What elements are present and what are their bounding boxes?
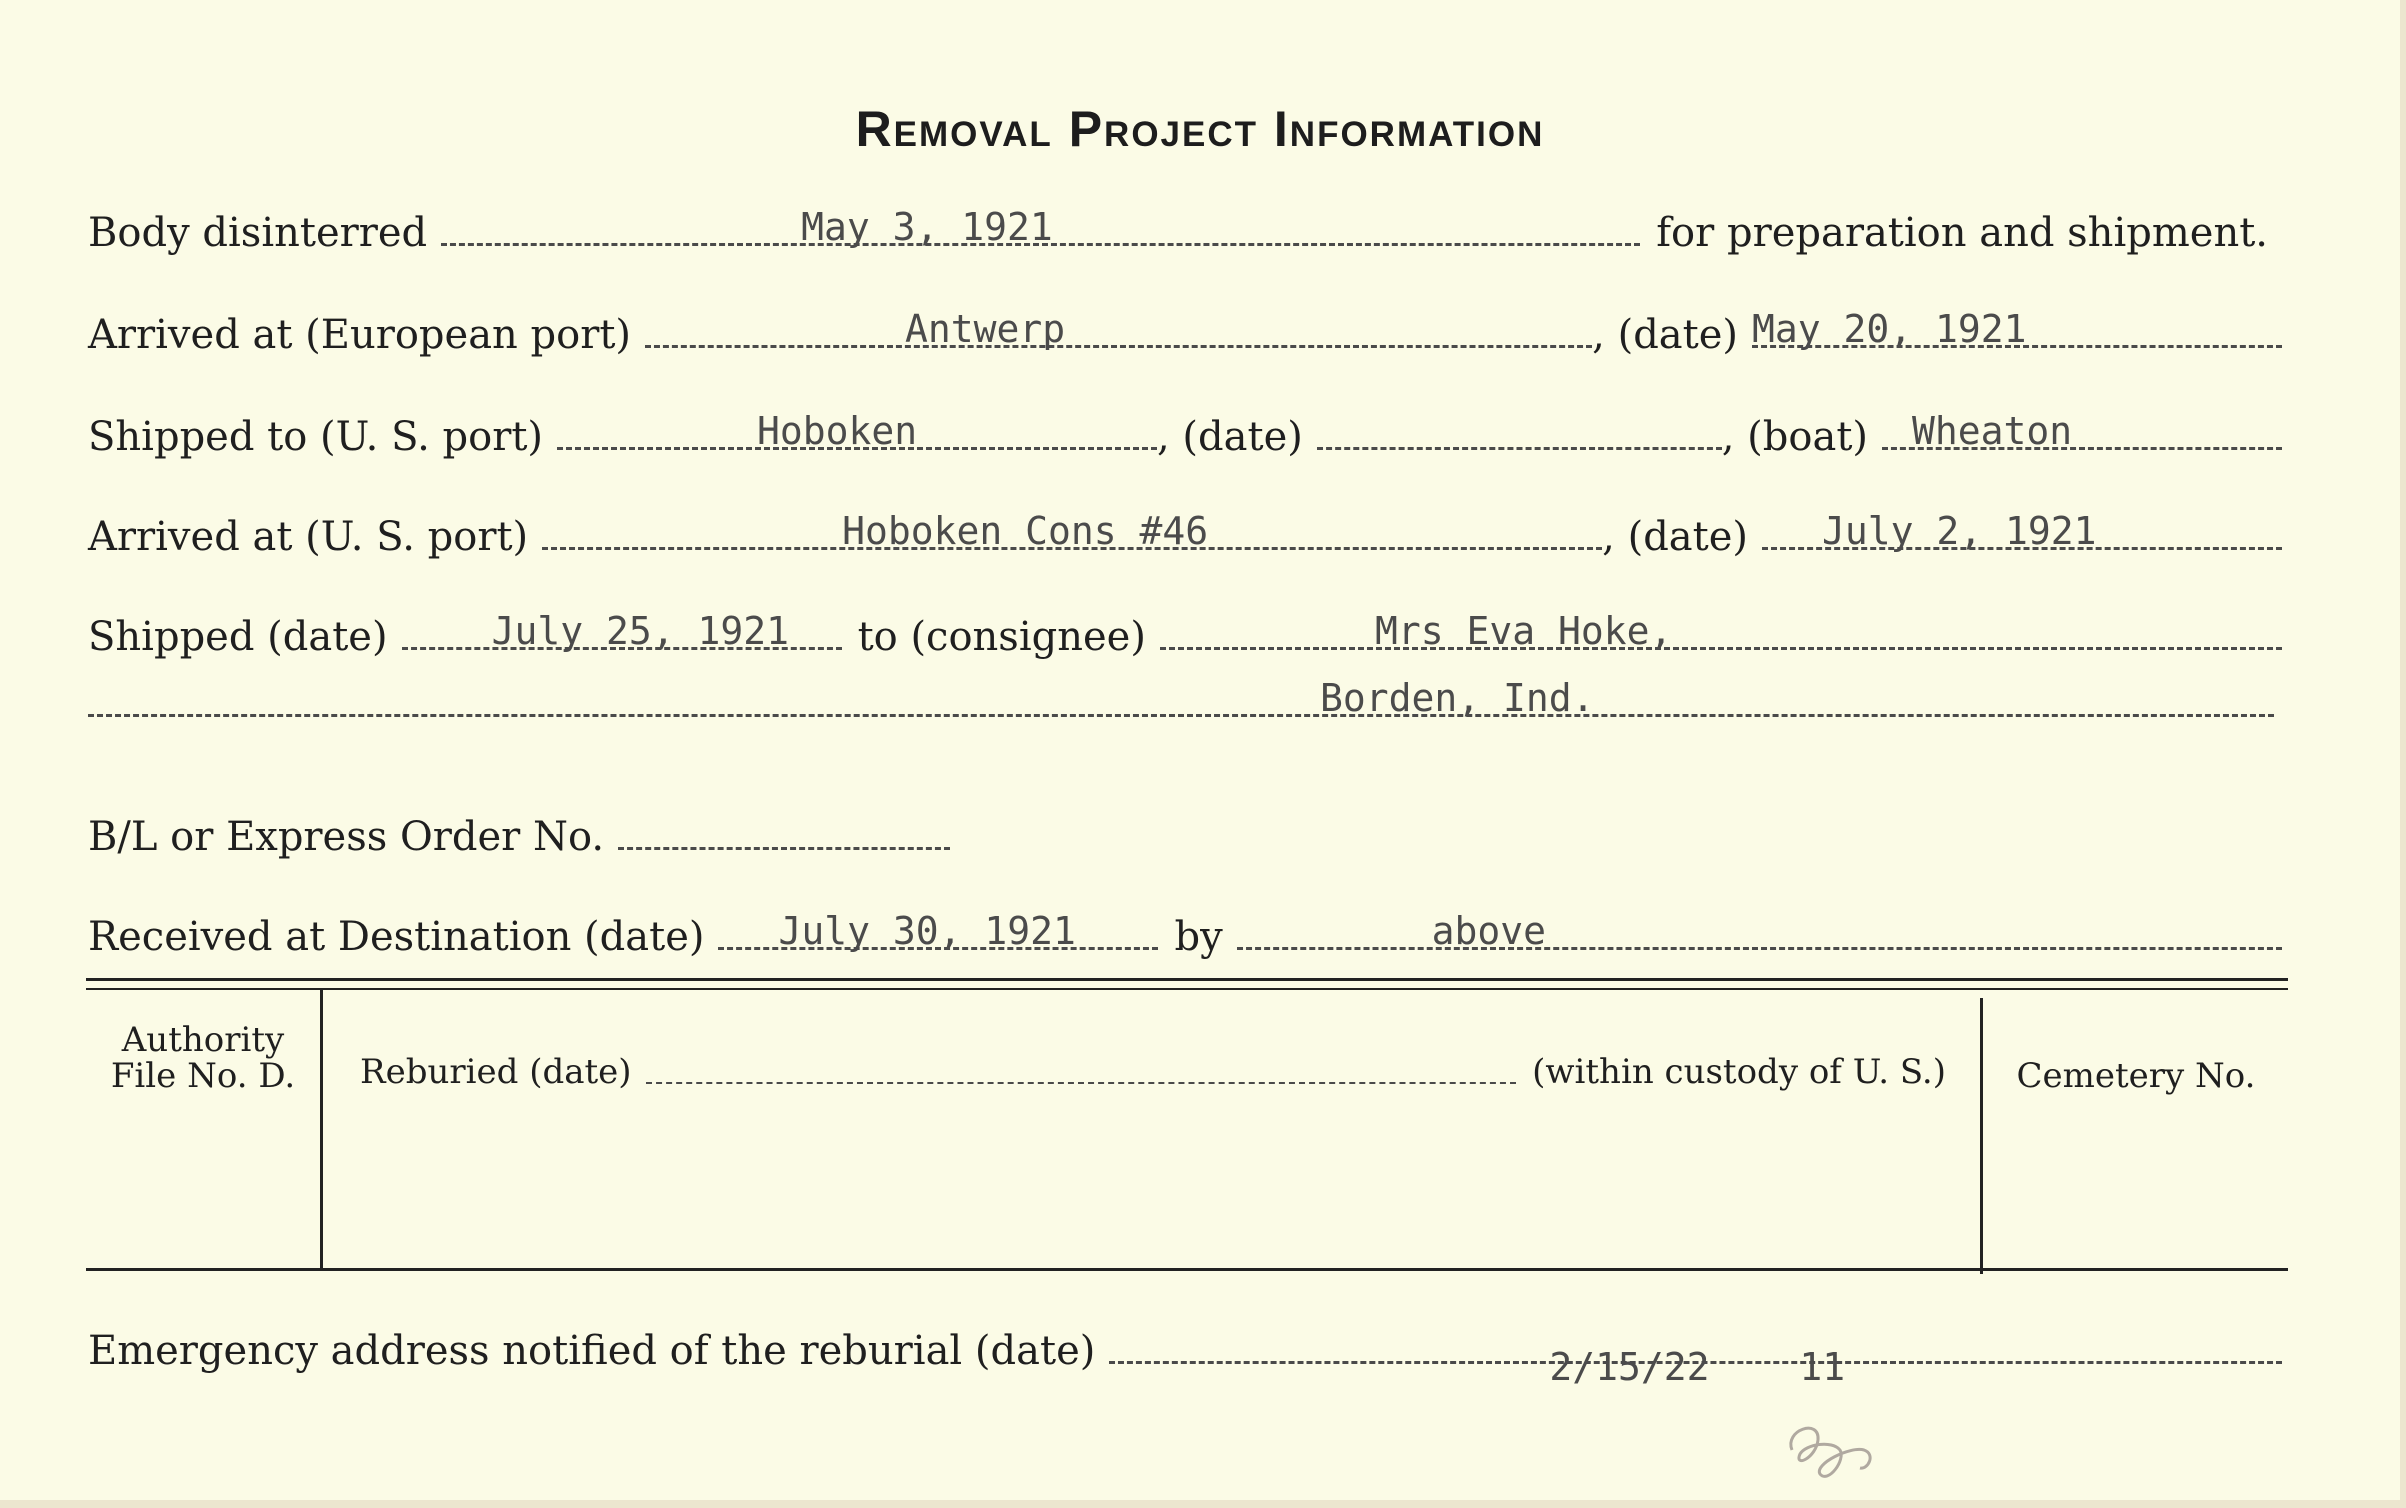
table-divider-right: [1980, 998, 1983, 1274]
form-title: Removal Project Information: [855, 101, 1545, 157]
received-date-value: July 30, 1921: [778, 909, 1076, 953]
custody-label: (within custody of U. S.): [1532, 1052, 1946, 1092]
shipped-us-date-field: [1317, 447, 1722, 450]
emergency-label: Emergency address notified of the reburial (date): [88, 1328, 1096, 1374]
reburied-field: [646, 1082, 1517, 1084]
received-label: Received at Destination (date): [88, 914, 705, 960]
emergency-date-field: [1109, 1345, 2282, 1389]
received-by-value: above: [1431, 909, 1547, 953]
arrived-us-port-field: [542, 509, 1602, 553]
emergency-mark-value: 11: [1799, 1345, 1846, 1389]
arrived-european-port-value: Antwerp: [905, 307, 1066, 351]
arrived-us-label: Arrived at (U. S. port): [88, 514, 529, 560]
body-disinterred-suffix: for preparation and shipment.: [1656, 210, 2268, 256]
shipped-us-boat-field: [1882, 409, 2282, 453]
bl-order-field: [618, 847, 950, 850]
row-emergency: [88, 1328, 2282, 1389]
received-by-field: [1237, 909, 2282, 953]
row-arrived-european: [88, 307, 2282, 358]
consignee-address-value: Borden, Ind.: [1320, 676, 1595, 720]
shipped-us-port-value: Hoboken: [757, 409, 918, 453]
arrived-european-date-value: May 20, 1921: [1752, 307, 2027, 351]
bl-order-label: B/L or Express Order No.: [88, 814, 605, 860]
received-date-field: [718, 909, 1158, 953]
arrived-european-date-field: [1752, 307, 2282, 351]
row-received: [88, 909, 2282, 960]
authority-file-label: [96, 1022, 310, 1094]
row-shipped-us: [88, 409, 2282, 460]
arrived-us-port-value: Hoboken Cons #46: [842, 509, 1209, 553]
row-body-disinterred: [88, 205, 2282, 256]
shipped-us-port-field: [557, 409, 1157, 453]
row-bl-order: [88, 814, 950, 860]
shipped-us-boat-value: Wheaton: [1912, 409, 2073, 453]
cemetery-no-label: Cemetery No.: [2016, 1056, 2256, 1096]
shipped-date-label: Shipped (date): [88, 614, 388, 660]
shipped-us-date-label: , (date): [1157, 414, 1303, 460]
shipped-us-boat-label: , (boat): [1721, 414, 1868, 460]
arrived-european-label: Arrived at (European port): [88, 312, 632, 358]
shipped-date-field: [402, 609, 842, 653]
received-by-label: by: [1174, 914, 1223, 960]
arrived-us-date-label: , (date): [1602, 514, 1748, 560]
shipped-us-label: Shipped to (U. S. port): [88, 414, 543, 460]
table-divider-left: [320, 990, 323, 1268]
body-disinterred-label: Body disinterred: [88, 210, 428, 256]
arrived-us-date-field: [1762, 509, 2282, 553]
row-reburied: [360, 1052, 1960, 1092]
authority-label-line2: File No. D.: [110, 1056, 296, 1096]
row-consignee-address: [88, 676, 2274, 727]
body-disinterred-value: May 3, 1921: [801, 205, 1053, 249]
authority-label-line1: Authority: [121, 1020, 285, 1060]
consignee-field: [1160, 609, 2282, 653]
arrived-us-date-value: July 2, 1921: [1822, 509, 2097, 553]
arrived-european-port-field: [645, 307, 1592, 351]
consignee-label: to (consignee): [857, 614, 1146, 660]
table-top-rule-inner: [86, 988, 2288, 990]
consignee-address-field: [88, 676, 2274, 720]
body-disinterred-field: [441, 205, 1640, 249]
emergency-date-value: 2/15/22: [1549, 1345, 1710, 1389]
shipped-date-value: July 25, 1921: [491, 609, 789, 653]
row-arrived-us: [88, 509, 2282, 560]
table-top-rule: [86, 978, 2288, 981]
row-shipped-date: [88, 609, 2282, 660]
handwritten-initials-icon: [1780, 1410, 1890, 1490]
reburied-label: Reburied (date): [360, 1052, 632, 1092]
table-bottom-rule: [86, 1268, 2288, 1271]
consignee-value: Mrs Eva Hoke,: [1374, 609, 1673, 653]
arrived-european-date-label: , (date): [1592, 312, 1738, 358]
